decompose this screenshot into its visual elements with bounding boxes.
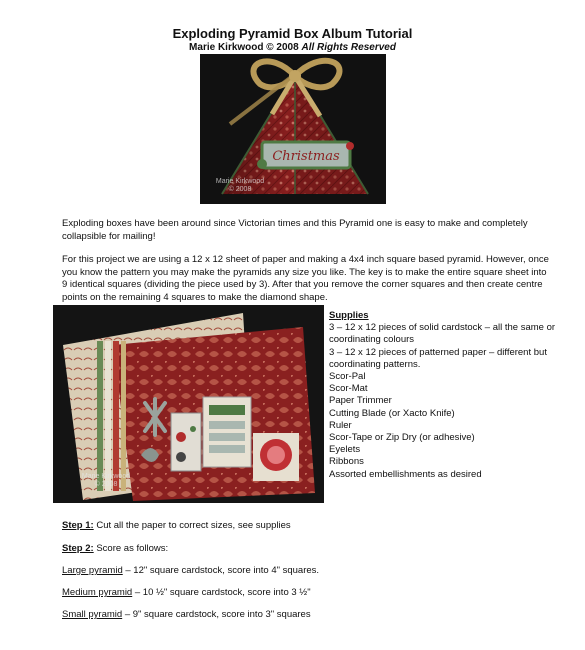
supplies-item: Cutting Blade (or Xacto Knife) xyxy=(329,407,455,419)
large-pyramid-text: – 12" square cardstock, score into 4" squares. xyxy=(122,565,320,576)
step-2-label: Step 2: xyxy=(62,543,94,554)
small-pyramid-label: Small pyramid xyxy=(62,609,123,620)
supplies-item: 3 – 12 x 12 pieces of solid cardstock – all the same or coordinating colours xyxy=(329,322,556,346)
supplies-item: Scor-Mat xyxy=(329,383,368,395)
supplies-item: Assorted embellishments as desired xyxy=(329,468,482,480)
photo2-watermark-line1: Marie Kirkwood xyxy=(81,473,131,480)
pyramid-box-photo xyxy=(200,54,386,204)
supplies-item: Scor-Pal xyxy=(329,371,366,383)
supplies-item: Paper Trimmer xyxy=(329,395,392,407)
step-1 xyxy=(62,520,291,532)
large-pyramid-line xyxy=(62,565,319,577)
large-pyramid-label: Large pyramid xyxy=(62,565,123,576)
medium-pyramid-text: – 10 ½" square cardstock, score into 3 ½" xyxy=(132,587,311,598)
step-2 xyxy=(62,543,168,555)
photo2-watermark xyxy=(71,473,141,489)
document-title: Exploding Pyramid Box Album Tutorial xyxy=(172,26,413,41)
medium-pyramid-label: Medium pyramid xyxy=(62,587,133,598)
medium-pyramid-line xyxy=(62,587,311,599)
christmas-label: Christmas xyxy=(272,149,340,164)
supplies-heading: Supplies xyxy=(329,310,369,321)
photo2-watermark-line2: © 2008 xyxy=(94,481,118,488)
intro-paragraph-2: For this project we are using a 12 x 12 sheet of paper and making a 4x4 inch square based pyramid. However, once you know the pattern you may make the pyramids any size you like. The key is to make the entire square sheet into 9 identical squares (dividing the piece used by 3). After that you remove the corner squares and then create centre points on the remaining 4 squares to make the diamond shape. xyxy=(62,254,549,303)
intro-paragraph-1: Exploding boxes have been around since Victorian times and this Pyramid one is easy to make and completely collapsible for mailing! xyxy=(62,218,528,242)
author-rights: All Rights Reserved xyxy=(301,42,396,53)
supplies-item: Ruler xyxy=(329,419,352,431)
supplies-photo xyxy=(53,305,324,503)
author-name: Marie Kirkwood © 2008 xyxy=(189,42,299,53)
step-1-text: Cut all the paper to correct sizes, see supplies xyxy=(93,520,291,531)
supplies-item: Eyelets xyxy=(329,444,361,456)
step-1-label: Step 1: xyxy=(62,520,94,531)
photo1-watermark xyxy=(210,178,270,194)
supplies-item: 3 – 12 x 12 pieces of patterned paper – different but coordinating patterns. xyxy=(329,346,547,370)
supplies-item: Ribbons xyxy=(329,456,364,468)
photo1-watermark-line2: © 2008 xyxy=(228,186,252,193)
photo1-watermark-line1: Marie Kirkwood xyxy=(215,178,265,185)
small-pyramid-line xyxy=(62,609,311,621)
document-author xyxy=(0,42,585,53)
supplies-list xyxy=(329,310,559,481)
step-2-text: Score as follows: xyxy=(93,543,169,554)
supplies-item: Scor-Tape or Zip Dry (or adhesive) xyxy=(329,432,475,444)
small-pyramid-text: – 9" square cardstock, score into 3" squares xyxy=(122,609,311,620)
